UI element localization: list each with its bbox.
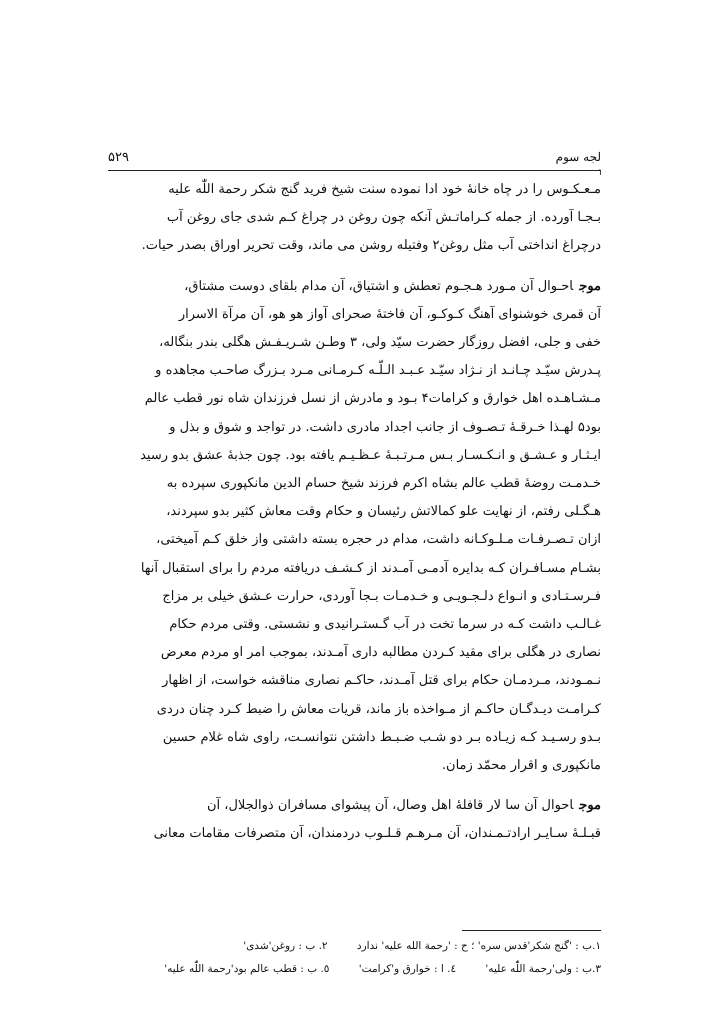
footnote-item: ١.ب : 'گنج شکر'قدس سره' ؛ ح : 'رحمة الله علیه' ندارد (356, 940, 601, 952)
footnote-item: ٤. ا : خوارق و'کرامت' (358, 963, 457, 975)
text-line-content: احـوال آن مـورد هـجـوم تعطش و اشتیاق، آن مدام بلقای دوست مشتاق، (184, 278, 574, 294)
text-line: بـدو رسـیـد کـه زیـاده بـر دو شـب ضـبـط داشتن نتوانسـت، راوی شاه غلام حسین (162, 729, 601, 745)
footnote-row (108, 935, 601, 958)
footnote-item: ٣.ب : ولی'رحمة اللّٰه علیه' (485, 963, 601, 975)
text-line: بود۵ لهـذا خـرقـهٔ تـصـوف از جانب اجداد مادری داشت. در تواجد و شوق و بذل و (169, 419, 601, 435)
footnote-rule (462, 930, 601, 931)
text-line: خـدمـت روضهٔ قطب عالم بشاه اکرم فرزند شیخ حسام الدین مانکپوری سپرده به (166, 476, 601, 492)
text-line-content: احوال آن سا لار قافلهٔ اهل وصال، آن پیشوای مسافران ذوالجلال، آن (207, 798, 574, 814)
footnote-marker: ١ (598, 168, 603, 178)
text-line: درچراغ انداختی آب مثل روغن۲ وفتیله روشن می ماند، وقت تحریر اوراق بصدر حیات. (141, 238, 601, 254)
page-header (108, 150, 601, 170)
footnote-row (108, 958, 601, 981)
text-line: بـجـا آورده. از جمله کـراماتـش آنکه چون روغن در چراغ کـم شدی جای روغن آب (166, 210, 601, 226)
text-line: فـرسـتـادی و انـواع دلـجـویـی و خـدمـات بـجا آوردی، حرارت عـشق خیلی بر مزاج (162, 588, 601, 604)
footnote-item: ٥. ب : قطب عالم بود'رحمة اللّٰه علیه' (164, 963, 330, 975)
text-line: غـالـب داشت کـه در سرما تخت در آب گـستـرانیدی و نشستی. وقتی مردم حکام (169, 617, 601, 633)
text-line: بشـام مسـافـران کـه بدایره آدمـی آمـدند از کـشـف دریافته مردم را برای استقبال آنها (140, 560, 601, 576)
text-line (108, 792, 601, 820)
text-line: خفی و جلی، افضل روزگار حضرت سیّد ولی، ۳ وطـن شـریـفـش هگلی بندر بنگاله، (159, 335, 601, 351)
main-text (108, 176, 601, 849)
text-line: مـعـکـوس را در چاه خانهٔ خود ادا نموده سنت شیخ فرید گنج شکر رحمة اللّٰه علیه (168, 182, 601, 197)
footnote-item: ٢. ب : روغن'شدی' (243, 940, 328, 952)
section-head-word: موج (579, 798, 601, 814)
text-line: ایـثـار و عـشـق و انـکـسـار بـس مـرتـبـهٔ عـظـیـم یافته بود. چون جذبهٔ عشق بدو رسید (140, 447, 601, 463)
paragraph-2 (108, 273, 601, 781)
text-line: قبـلـهٔ سـایـر ارادتـمـندان، آن مـرهـم قـلـوب دردمندان، آن متصرفات مقامات معانی (153, 826, 601, 842)
running-head: لجه سوم (555, 150, 601, 164)
text-line: کـرامـت دیـدگـان حاکـم از مـواخذه باز ماند، قریات معاش را ضبط کـرد چنان دردی (156, 701, 601, 717)
text-line: مانکپوری و اقرار محمّد زمان. (441, 758, 601, 774)
paragraph-1 (108, 176, 601, 261)
page-number: ۵۲۹ (108, 150, 129, 165)
text-line: نصاری در هگلی برای مقید کـردن مطالبه داری آمـدند، بموجب امر او مردم معرض (160, 645, 601, 661)
footnotes (108, 935, 601, 981)
header-rule (108, 170, 601, 171)
paragraph-3 (108, 792, 601, 848)
text-line (108, 273, 601, 301)
text-line: پـدرش سیّـد چـانـد از نـژاد سیّـد عـبـد الـلّـه کـرمـانی مـرد بـزرگ صاحـب مجاهده و (155, 363, 601, 379)
text-line: هـگـلی رفتم، از نهایت علو کمالاتش رئیسان و حکام وقت معاش کثیر بدو سپردند، (166, 504, 601, 520)
text-line: ازان تـصـرفـات مـلـوکـانه داشت، مدام در حجره بسته داشتی واز خلق کـم آمیختی، (156, 532, 601, 548)
text-line: نـمـودند، مـردمـان حکام برای قتل آمـدند، حاکـم نصاری مناقشه خواست، از اظهار (162, 673, 601, 689)
text-line: مـشـاهـده اهل خوارق و کرامات۴ بـود و مادرش از نسل فرزندان شاه نور قطب عالم (144, 391, 601, 407)
text-line: آن قمری خوشنوای آهنگ کـوکـو، آن فاختهٔ صحرای آواز هو هو، آن مرآة الاسرار (178, 306, 601, 322)
section-head-word: موج (579, 278, 601, 294)
